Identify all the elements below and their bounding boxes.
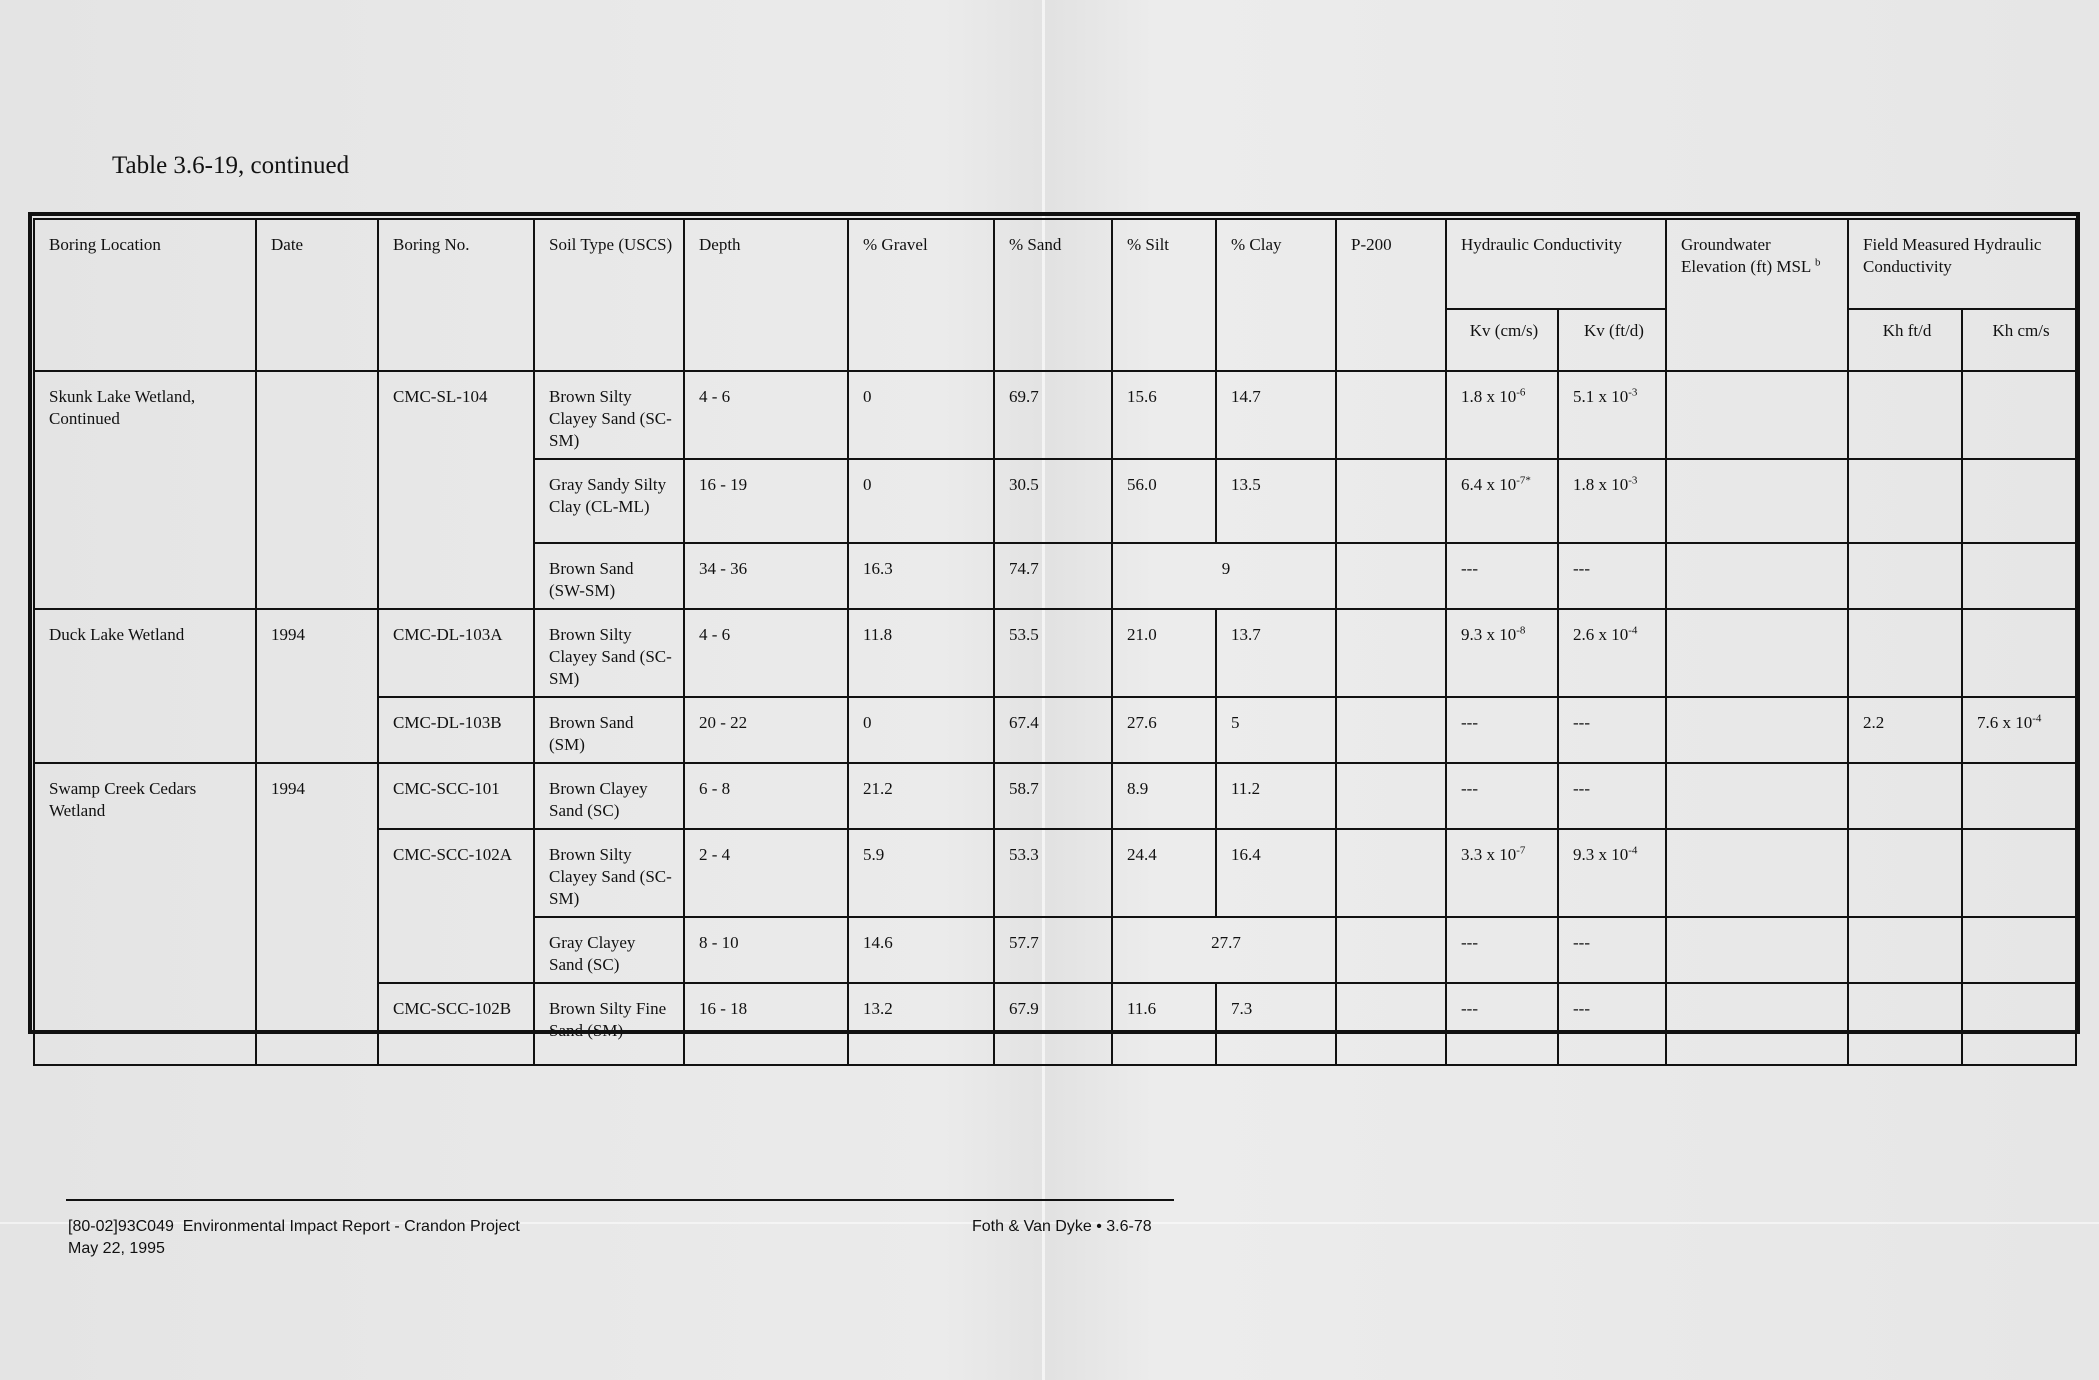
kv-ftd-base: 2.6 x 10 <box>1573 625 1629 644</box>
header-depth: Depth <box>684 219 848 371</box>
cell-depth: 34 - 36 <box>684 543 848 609</box>
cell-kh-cms <box>1962 917 2076 983</box>
cell-kv-ftd <box>1558 543 1666 609</box>
cell-boring: CMC-DL-103B <box>378 697 534 763</box>
cell-kv-cms <box>1446 371 1558 459</box>
kh-cms-base: 7.6 x 10 <box>1977 713 2033 732</box>
cell-depth: 16 - 18 <box>684 983 848 1065</box>
cell-clay: 14.7 <box>1216 371 1336 459</box>
cell-soil: Brown Clayey Sand (SC) <box>534 763 684 829</box>
cell-kv-ftd <box>1558 763 1666 829</box>
cell-kv-cms <box>1446 983 1558 1065</box>
header-date: Date <box>256 219 378 371</box>
cell-p200 <box>1336 609 1446 697</box>
cell-kv-cms <box>1446 543 1558 609</box>
cell-kv-ftd <box>1558 829 1666 917</box>
table-row <box>34 609 2076 697</box>
header-hydraulic-conductivity: Hydraulic Conductivity <box>1446 219 1666 309</box>
cell-silt: 15.6 <box>1112 371 1216 459</box>
cell-clay: 13.5 <box>1216 459 1336 543</box>
header-groundwater-elevation <box>1666 219 1848 371</box>
kv-cms-exp: -8 <box>1516 624 1526 637</box>
cell-soil: Gray Clayey Sand (SC) <box>534 917 684 983</box>
cell-location: Duck Lake Wetland <box>34 609 256 763</box>
header-clay: % Clay <box>1216 219 1336 371</box>
cell-silt: 11.6 <box>1112 983 1216 1065</box>
cell-soil: Brown Sand (SW-SM) <box>534 543 684 609</box>
cell-p200 <box>1336 459 1446 543</box>
cell-kh-ftd <box>1848 829 1962 917</box>
kv-cms-base: --- <box>1461 999 1478 1018</box>
cell-kv-cms <box>1446 697 1558 763</box>
cell-p200 <box>1336 697 1446 763</box>
cell-silt: 56.0 <box>1112 459 1216 543</box>
cell-kh-cms <box>1962 983 2076 1065</box>
cell-clay: 16.4 <box>1216 829 1336 917</box>
footer-doc-line <box>68 1216 520 1238</box>
cell-silt: 8.9 <box>1112 763 1216 829</box>
cell-gw <box>1666 371 1848 459</box>
cell-kh-cms <box>1962 697 2076 763</box>
kv-ftd-exp: -3 <box>1628 474 1638 487</box>
cell-kh-ftd <box>1848 609 1962 697</box>
cell-depth: 4 - 6 <box>684 371 848 459</box>
cell-boring: CMC-DL-103A <box>378 609 534 697</box>
header-boring-location: Boring Location <box>34 219 256 371</box>
cell-kh-ftd: 2.2 <box>1848 697 1962 763</box>
header-boring-no: Boring No. <box>378 219 534 371</box>
cell-silt: 21.0 <box>1112 609 1216 697</box>
cell-depth: 4 - 6 <box>684 609 848 697</box>
cell-p200 <box>1336 763 1446 829</box>
header-kv-ftd: Kv (ft/d) <box>1558 309 1666 371</box>
kv-cms-base: 1.8 x 10 <box>1461 387 1517 406</box>
kv-cms-base: --- <box>1461 559 1478 578</box>
cell-gw <box>1666 609 1848 697</box>
cell-kh-cms <box>1962 371 2076 459</box>
kv-ftd-base: 5.1 x 10 <box>1573 387 1629 406</box>
cell-p200 <box>1336 983 1446 1065</box>
cell-sand: 67.9 <box>994 983 1112 1065</box>
cell-gw <box>1666 983 1848 1065</box>
cell-sand: 53.3 <box>994 829 1112 917</box>
cell-kv-cms <box>1446 459 1558 543</box>
cell-kv-cms <box>1446 763 1558 829</box>
cell-p200 <box>1336 543 1446 609</box>
header-silt: % Silt <box>1112 219 1216 371</box>
cell-boring: CMC-SCC-102A <box>378 829 534 983</box>
cell-kv-cms <box>1446 829 1558 917</box>
kv-cms-base: --- <box>1461 779 1478 798</box>
header-soil-type: Soil Type (USCS) <box>534 219 684 371</box>
cell-soil: Brown Silty Clayey Sand (SC-SM) <box>534 371 684 459</box>
cell-gravel: 16.3 <box>848 543 994 609</box>
cell-kh-cms <box>1962 763 2076 829</box>
footer-date: May 22, 1995 <box>68 1240 165 1257</box>
cell-depth: 20 - 22 <box>684 697 848 763</box>
cell-kv-ftd <box>1558 917 1666 983</box>
cell-date: 1994 <box>256 609 378 763</box>
cell-clay: 5 <box>1216 697 1336 763</box>
kv-ftd-base: 1.8 x 10 <box>1573 475 1629 494</box>
cell-sand: 53.5 <box>994 609 1112 697</box>
kv-cms-base: --- <box>1461 933 1478 952</box>
kv-ftd-exp: -3 <box>1628 386 1638 399</box>
cell-kv-cms <box>1446 917 1558 983</box>
cell-gw <box>1666 763 1848 829</box>
kv-cms-exp: -7 <box>1516 844 1526 857</box>
cell-date <box>256 371 378 609</box>
cell-kv-ftd <box>1558 609 1666 697</box>
kv-cms-exp: -6 <box>1516 386 1526 399</box>
cell-location: Swamp Creek Cedars Wetland <box>34 763 256 1065</box>
cell-clay: 11.2 <box>1216 763 1336 829</box>
cell-gw <box>1666 917 1848 983</box>
cell-depth: 8 - 10 <box>684 917 848 983</box>
kh-cms-exp: -4 <box>2032 712 2042 725</box>
cell-sand: 67.4 <box>994 697 1112 763</box>
cell-gravel: 0 <box>848 371 994 459</box>
cell-clay: 13.7 <box>1216 609 1336 697</box>
header-groundwater-label: Groundwater Elevation (ft) MSL <box>1681 235 1811 276</box>
cell-gravel: 14.6 <box>848 917 994 983</box>
footer-publisher-page: Foth & Van Dyke • 3.6-78 <box>972 1218 1152 1235</box>
header-sand: % Sand <box>994 219 1112 371</box>
footer-report-title: Environmental Impact Report - Crandon Project <box>182 1218 520 1235</box>
cell-boring: CMC-SCC-101 <box>378 763 534 829</box>
kv-ftd-base: --- <box>1573 779 1590 798</box>
cell-gravel: 21.2 <box>848 763 994 829</box>
cell-p200 <box>1336 829 1446 917</box>
cell-soil: Brown Silty Fine Sand (SM) <box>534 983 684 1065</box>
cell-gw <box>1666 543 1848 609</box>
cell-gravel: 0 <box>848 697 994 763</box>
cell-kh-cms <box>1962 543 2076 609</box>
cell-kh-ftd <box>1848 371 1962 459</box>
cell-gw <box>1666 459 1848 543</box>
kv-ftd-exp: -4 <box>1628 624 1638 637</box>
cell-gw <box>1666 829 1848 917</box>
kv-ftd-exp: -4 <box>1628 844 1638 857</box>
cell-depth: 6 - 8 <box>684 763 848 829</box>
cell-sand: 57.7 <box>994 917 1112 983</box>
table-row <box>34 371 2076 459</box>
kv-cms-base: 9.3 x 10 <box>1461 625 1517 644</box>
header-kh-ftd: Kh ft/d <box>1848 309 1962 371</box>
footer-left <box>68 1216 520 1260</box>
cell-gravel: 0 <box>848 459 994 543</box>
header-kv-cms: Kv (cm/s) <box>1446 309 1558 371</box>
cell-silt-clay: 27.7 <box>1112 917 1336 983</box>
kv-cms-base: 6.4 x 10 <box>1461 475 1517 494</box>
cell-soil: Gray Sandy Silty Clay (CL-ML) <box>534 459 684 543</box>
cell-clay: 7.3 <box>1216 983 1336 1065</box>
cell-kh-ftd <box>1848 763 1962 829</box>
header-field-measured: Field Measured Hydraulic Conductivity <box>1848 219 2076 309</box>
soil-data-table <box>33 218 2077 1066</box>
cell-gw <box>1666 697 1848 763</box>
cell-location: Skunk Lake Wetland, Continued <box>34 371 256 609</box>
header-gravel: % Gravel <box>848 219 994 371</box>
kv-ftd-base: --- <box>1573 559 1590 578</box>
cell-kh-cms <box>1962 459 2076 543</box>
cell-sand: 58.7 <box>994 763 1112 829</box>
cell-kh-cms <box>1962 609 2076 697</box>
cell-kh-ftd <box>1848 983 1962 1065</box>
cell-gravel: 5.9 <box>848 829 994 917</box>
cell-kh-ftd <box>1848 459 1962 543</box>
kv-ftd-base: --- <box>1573 999 1590 1018</box>
cell-depth: 16 - 19 <box>684 459 848 543</box>
cell-kv-ftd <box>1558 371 1666 459</box>
footer-rule <box>66 1199 1174 1201</box>
header-p200: P-200 <box>1336 219 1446 371</box>
cell-boring: CMC-SCC-102B <box>378 983 534 1065</box>
header-groundwater-note: b <box>1814 256 1821 269</box>
table-row <box>34 763 2076 829</box>
cell-p200 <box>1336 917 1446 983</box>
cell-soil: Brown Silty Clayey Sand (SC-SM) <box>534 829 684 917</box>
table-title: Table 3.6-19, continued <box>112 152 350 179</box>
cell-sand: 30.5 <box>994 459 1112 543</box>
cell-sand: 69.7 <box>994 371 1112 459</box>
cell-kh-cms <box>1962 829 2076 917</box>
kv-ftd-base: 9.3 x 10 <box>1573 845 1629 864</box>
kv-ftd-base: --- <box>1573 933 1590 952</box>
footer-doc-id: [80-02]93C049 <box>68 1218 174 1235</box>
cell-date: 1994 <box>256 763 378 1065</box>
cell-depth: 2 - 4 <box>684 829 848 917</box>
cell-kh-ftd <box>1848 543 1962 609</box>
cell-p200 <box>1336 371 1446 459</box>
cell-kh-ftd <box>1848 917 1962 983</box>
kv-cms-base: 3.3 x 10 <box>1461 845 1517 864</box>
kv-cms-exp: -7* <box>1516 474 1531 487</box>
cell-gravel: 11.8 <box>848 609 994 697</box>
header-kh-cms: Kh cm/s <box>1962 309 2076 371</box>
cell-kv-ftd <box>1558 459 1666 543</box>
cell-silt-clay: 9 <box>1112 543 1336 609</box>
cell-sand: 74.7 <box>994 543 1112 609</box>
cell-gravel: 13.2 <box>848 983 994 1065</box>
cell-kv-cms <box>1446 609 1558 697</box>
cell-boring: CMC-SL-104 <box>378 371 534 609</box>
kv-ftd-base: --- <box>1573 713 1590 732</box>
kv-cms-base: --- <box>1461 713 1478 732</box>
cell-soil: Brown Sand (SM) <box>534 697 684 763</box>
cell-kv-ftd <box>1558 697 1666 763</box>
cell-soil: Brown Silty Clayey Sand (SC-SM) <box>534 609 684 697</box>
cell-kv-ftd <box>1558 983 1666 1065</box>
cell-silt: 27.6 <box>1112 697 1216 763</box>
cell-silt: 24.4 <box>1112 829 1216 917</box>
